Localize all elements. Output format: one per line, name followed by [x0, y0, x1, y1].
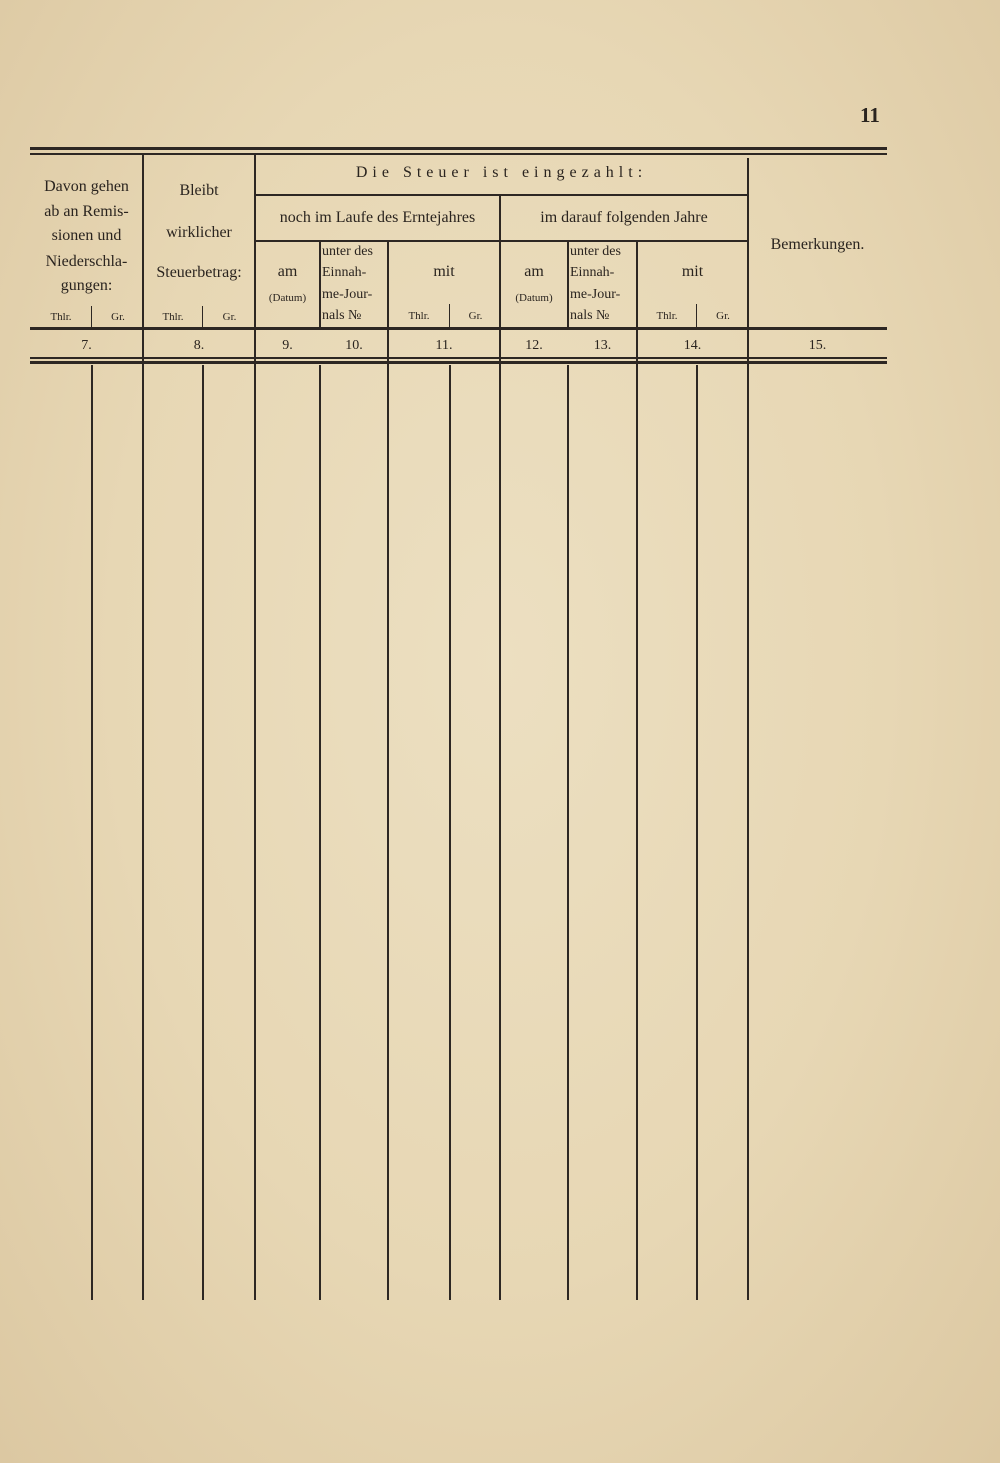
table-rule-vertical: [142, 155, 144, 1300]
col7-thlr-label: Thlr.: [50, 311, 72, 323]
table-rule-split: [91, 365, 93, 1300]
table-rule-vertical: [387, 241, 389, 1300]
col7-header-line: gungen:: [60, 277, 113, 294]
table-rule-numbers-thin: [30, 357, 887, 359]
col7-header-line: sionen und: [51, 227, 122, 244]
col7-header-line: Niederschla-: [45, 253, 128, 270]
column-number: 10.: [345, 338, 363, 353]
table-rule-vertical: [636, 241, 638, 1300]
table-rule-top-thick: [30, 147, 887, 150]
column-number: 15.: [808, 338, 827, 353]
table-rule-under-year-labels: [255, 240, 748, 242]
current-thlr-label: Thlr.: [408, 310, 430, 322]
table-rule-vertical: [319, 365, 321, 1300]
table-rule-vertical: [567, 241, 569, 328]
following-journal-line: nals №: [570, 308, 610, 323]
col8-header-line: Bleibt: [179, 182, 219, 199]
paid-group-title: Die Steuer ist eingezahlt:: [355, 164, 648, 181]
current-journal-line: unter des: [322, 244, 373, 259]
table-rule-header-bottom: [30, 327, 887, 330]
table-rule-numbers-thick: [30, 361, 887, 364]
column-number: 9.: [282, 338, 293, 353]
column-number: 14.: [683, 338, 702, 353]
following-journal-line: me-Jour-: [570, 287, 621, 302]
current-amount-label: mit: [433, 263, 455, 280]
current-date-note: (Datum): [268, 292, 307, 304]
column-number: 13.: [593, 338, 612, 353]
table-rule-split: [449, 365, 451, 1300]
table-rule-under-title: [255, 194, 748, 196]
remarks-header: Bemerkungen.: [770, 236, 865, 253]
column-number: 11.: [435, 338, 453, 353]
following-amount-label: mit: [681, 263, 704, 280]
col7-gr-label: Gr.: [111, 311, 125, 323]
page-number: 11: [860, 103, 880, 127]
following-journal-line: unter des: [570, 244, 621, 259]
current-journal-line: me-Jour-: [322, 287, 373, 302]
current-year-label: noch im Laufe des Erntejahres: [279, 209, 476, 226]
following-date-label: am: [524, 263, 544, 280]
column-number: 12.: [525, 338, 543, 353]
following-year-label: im darauf folgenden Jahre: [540, 209, 708, 226]
table-rule-split: [202, 365, 204, 1300]
table-rule-top-thin: [30, 153, 887, 155]
current-journal-line: nals №: [322, 308, 362, 323]
column-number: 8.: [193, 338, 205, 353]
following-thlr-label: Thlr.: [656, 310, 678, 322]
col7-header-line: ab an Remis-: [44, 203, 129, 220]
col8-header-line: Steuerbetrag:: [156, 264, 242, 281]
column-number: 7.: [81, 338, 92, 353]
col8-gr-label: Gr.: [222, 311, 237, 323]
table-rule-vertical: [499, 195, 501, 1300]
col8-header-line: wirklicher: [166, 224, 232, 241]
current-journal-line: Einnah-: [322, 265, 367, 280]
col8-thlr-label: Thlr.: [162, 311, 184, 323]
table-rule-vertical: [254, 155, 256, 1300]
current-gr-label: Gr.: [468, 310, 483, 322]
table-rule-split: [696, 365, 698, 1300]
following-journal-line: Einnah-: [570, 265, 615, 280]
following-gr-label: Gr.: [716, 310, 730, 322]
table-rule-vertical: [567, 365, 569, 1300]
current-date-label: am: [277, 263, 298, 280]
table-rule-vertical: [747, 158, 749, 1300]
col7-header-line: Davon gehen: [44, 178, 129, 195]
following-date-note: (Datum): [515, 292, 553, 304]
table-rule-vertical: [319, 241, 321, 328]
